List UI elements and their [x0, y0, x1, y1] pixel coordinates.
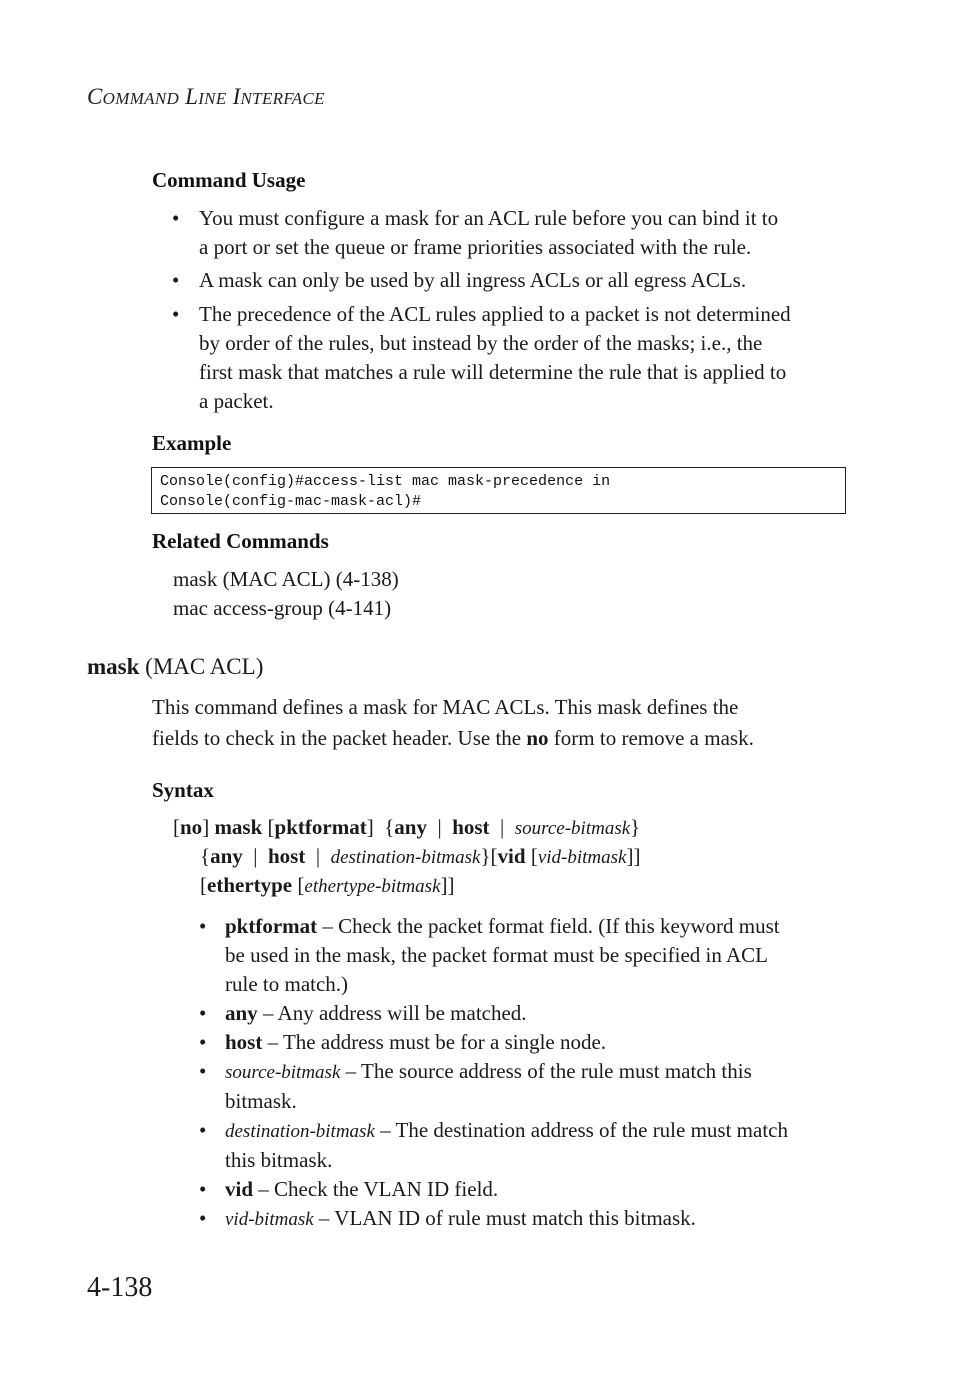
parameter-keyword: source-bitmask: [225, 1062, 341, 1083]
code-line: Console(config-mac-mask-acl)#: [160, 493, 422, 510]
command-description: This command defines a mask for MAC ACLs. This mask defines the fields to check in the packet header. Use the no form to remove a mask.: [152, 695, 754, 750]
parameter-item: [199, 1116, 859, 1175]
related-command-item: mask (MAC ACL) (4-138): [173, 567, 399, 591]
parameter-text: – Check the packet format field. (If this keyword must: [317, 914, 780, 938]
parameter-keyword: vid-bitmask: [225, 1209, 314, 1230]
related-commands-list: [173, 565, 399, 623]
syntax-line-2: {any | host | destination-bitmask}[vid [vid-bitmask]]: [200, 844, 641, 868]
parameter-list: [199, 912, 859, 1234]
parameter-text: – The source address of the rule must match this: [340, 1059, 752, 1083]
parameter-text: this bitmask.: [225, 1148, 333, 1172]
list-item: • A mask can only be used by all ingress ACLs or all egress ACLs.: [172, 268, 747, 292]
running-header: COMMAND LINE INTERFACE: [87, 84, 325, 109]
syntax-line-3: [ethertype [ethertype-bitmask]]: [200, 873, 455, 897]
parameter-item: [199, 1204, 859, 1234]
parameter-keyword: destination-bitmask: [225, 1121, 375, 1142]
bullet: •: [199, 1177, 207, 1201]
parameter-item: [199, 1028, 859, 1057]
parameter-keyword: pktformat: [225, 914, 318, 938]
parameter-text: be used in the mask, the packet format must be specified in ACL: [225, 943, 768, 967]
bullet: •: [199, 1118, 207, 1142]
bullet: •: [199, 1059, 207, 1083]
bullet: •: [199, 1001, 207, 1025]
parameter-text: – VLAN ID of rule must match this bitmask.: [313, 1206, 696, 1230]
parameter-keyword: any: [225, 1001, 258, 1025]
command-title: mask (MAC ACL): [87, 654, 264, 679]
parameter-text: – Any address will be matched.: [257, 1001, 527, 1025]
related-commands-heading: Related Commands: [152, 529, 329, 553]
parameter-item: [199, 1057, 859, 1116]
command-usage-heading: Command Usage: [152, 168, 306, 192]
parameter-item: [199, 1175, 859, 1204]
list-item: • You must configure a mask for an ACL rule before you can bind it to a port or set the queue or frame priorities associated with the rule.: [172, 206, 779, 259]
bullet: •: [199, 914, 207, 938]
related-command-item: mac access-group (4-141): [173, 596, 392, 620]
usage-bullet-list: [172, 204, 862, 416]
syntax-line-1: [no] mask [pktformat] {any | host | source-bitmask}: [173, 815, 641, 839]
parameter-text: rule to match.): [225, 972, 349, 996]
list-item: • The precedence of the ACL rules applied to a packet is not determined by order of the rules, but instead by the order of the masks; i.e., the first mask that matches a rule will determine the rule that is applied to a packet.: [172, 302, 791, 413]
bullet: •: [199, 1206, 207, 1230]
parameter-item: [199, 999, 859, 1028]
code-example-box: [151, 467, 846, 514]
parameter-text: bitmask.: [225, 1089, 297, 1113]
parameter-text: – The address must be for a single node.: [262, 1030, 607, 1054]
parameter-keyword: host: [225, 1030, 263, 1054]
syntax-heading: Syntax: [152, 778, 214, 802]
parameter-item: [199, 912, 859, 999]
bullet: •: [199, 1030, 207, 1054]
parameter-text: – The destination address of the rule must match: [374, 1118, 788, 1142]
example-heading: Example: [152, 431, 232, 455]
page-number: 4-138: [87, 1272, 153, 1303]
parameter-text: – Check the VLAN ID field.: [253, 1177, 499, 1201]
code-line: Console(config)#access-list mac mask-precedence in: [160, 473, 611, 490]
parameter-keyword: vid: [225, 1177, 254, 1201]
